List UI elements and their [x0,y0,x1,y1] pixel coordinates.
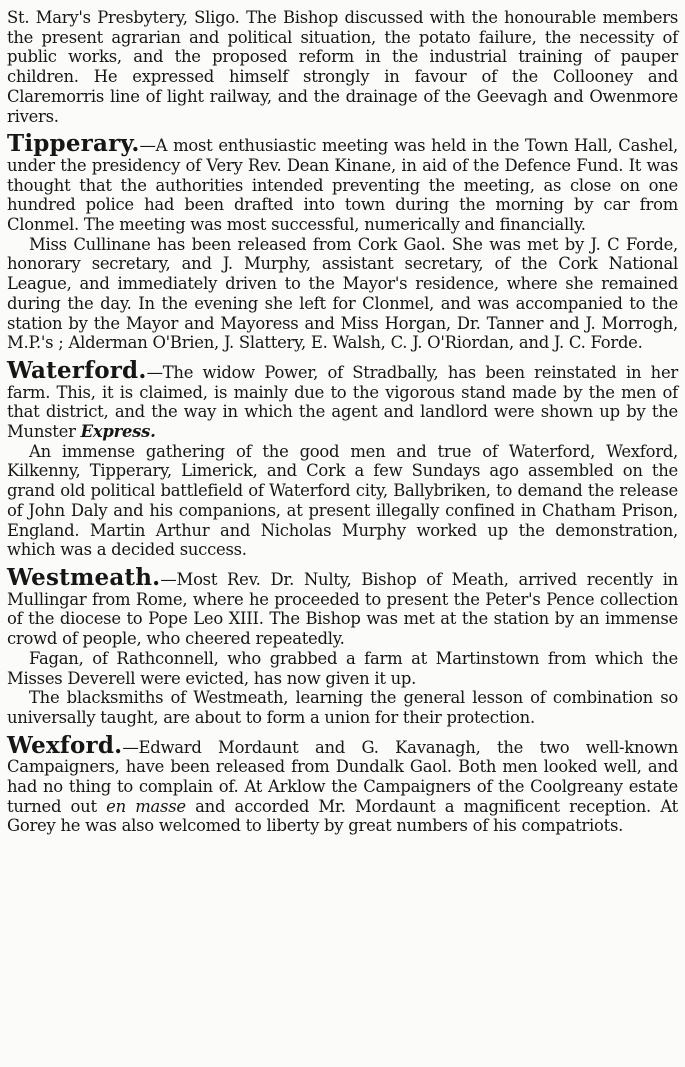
waterford-paragraph: An immense gathering of the good men and true of Waterford, Wexford, Kilkenny, Tipperary, Limerick, and Cork a few Sundays ago assembled on the grand old political battlefield of Waterford city, Ballybriken, to demand the release of John Daly and his companions, at present illegally confined in Chatham Prison, England. Martin Arthur and Nicholas Murphy worked up the demonstration, which was a decided success. [7,441,678,560]
westmeath-heading: Westmeath. [7,563,161,591]
westmeath-paragraph: Fagan, of Rathconnell, who grabbed a farm at Martinstown from which the Misses Deverell were evicted, has now given it up. [7,648,678,688]
wexford-heading: Wexford. [7,731,123,759]
westmeath-paragraph: The blacksmiths of Westmeath, learning the general lesson of combination so universally taught, are about to form a union for their protection. [7,688,678,727]
wexford-lead-paragraph [7,731,678,837]
tipperary-paragraph: Miss Cullinane has been released from Cork Gaol. She was met by J. C Forde, honorary secretary, and J. Murphy, assistant secretary, of the Cork National League, and immediately driven to the Mayor's residence, where she remained during the day. In the evening she left for Clonmel, and was accompanied to the station by the Mayor and Mayoress and Miss Horgan, Dr. Tanner and J. Morrogh, M.P.'s ; Alderman O'Brien, J. Slattery, E. Walsh, C. J. O'Riordan, and J. C. Forde. [7,234,678,353]
tipperary-section [7,130,678,353]
waterford-lead-paragraph [7,356,678,442]
sligo-paragraph: St. Mary's Presbytery, Sligo. The Bishop discussed with the honourable members the present agrarian and political situation, the potato failure, the necessity of public works, and the proposed reform in the industrial training of pauper children. He expressed himself strongly in favour of the Collooney and Claremorris line of light railway, and the drainage of the Geevagh and Owenmore rivers. [7,8,678,126]
waterford-heading: Waterford. [7,356,147,384]
westmeath-lead-paragraph [7,563,678,649]
waterford-express-emphasis: Express. [80,422,156,442]
westmeath-lead-text: —Most Rev. Dr. Nulty, Bishop of Meath, arrived recently in Mullingar from Rome, where he proceeded to present the Peter's Pence collection of the diocese to Pope Leo XIII. The Bishop was met at the station by an immense crowd of people, who cheered repeatedly. [7,569,678,649]
tipperary-heading: Tipperary. [7,130,140,158]
wexford-section [7,731,678,837]
waterford-lead-text: —The widow Power, of Stradbally, has been reinstated in her farm. This, it is claimed, is mainly due to the vigorous stand made by the men of that district, and the way in which the agent and landlord were shown up by the Munster [7,362,678,442]
wexford-en-masse-emphasis: en masse [106,796,186,816]
sligo-section [7,8,678,126]
waterford-section [7,356,678,560]
tipperary-lead-paragraph [7,130,678,235]
wexford-lead-text-end: and accorded Mr. Mordaunt a magnificent reception. At Gorey he was also welcomed to liberty by great numbers of his compatriots. [7,796,678,836]
tipperary-lead-text: —A most enthusiastic meeting was held in the Town Hall, Cashel, under the presidency of Very Rev. Dean Kinane, in aid of the Defence Fund. It was thought that the authorities intended preventing the meeting, as close on one hundred police had been drafted into town during the morning by car from Clonmel. The meeting was most successful, numerically and financially. [7,136,678,235]
westmeath-section [7,563,678,728]
wexford-lead-text: —Edward Mordaunt and G. Kavanagh, the two well-known Campaigners, have been released from Dundalk Gaol. Both men looked well, and had no thing to complain of. At Arklow the Campaigners of the Coolgreany estate turned out [7,737,678,816]
